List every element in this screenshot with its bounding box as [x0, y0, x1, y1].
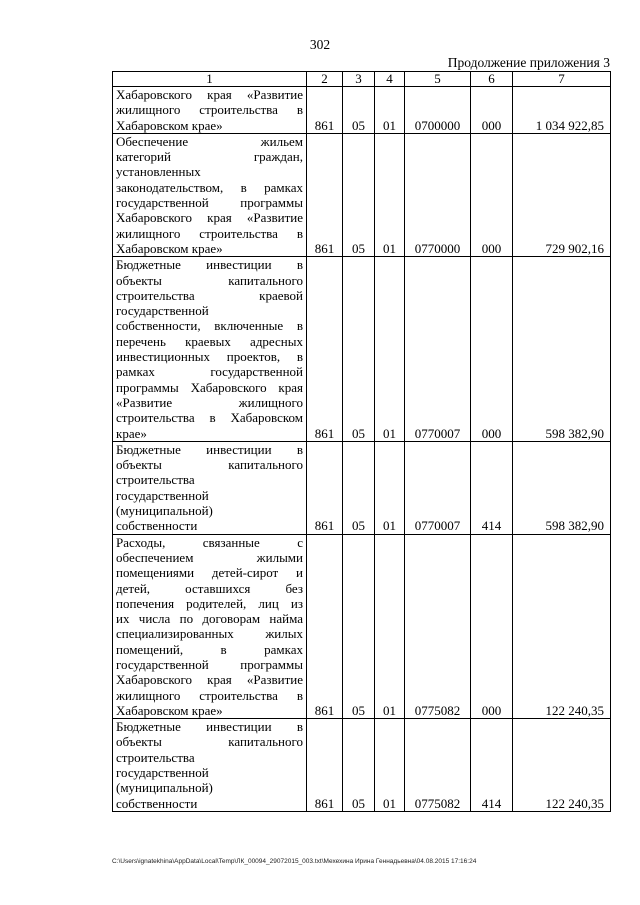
description-line: Бюджетные инвестиции в	[116, 441, 303, 457]
expense-type-cell: 000	[471, 87, 513, 134]
description-line: Хабаровского края «Развитие	[116, 87, 303, 102]
description-line: (муниципальной)	[116, 780, 213, 796]
table-header-row	[113, 72, 611, 87]
description-line: их числа по договорам найма	[116, 611, 303, 627]
description-line: собственности	[116, 795, 198, 811]
subsection-cell: 01	[375, 441, 405, 534]
admin-code-cell: 861	[307, 534, 343, 719]
target-article-cell: 0775082	[405, 534, 471, 719]
target-article-cell: 0770000	[405, 133, 471, 256]
description-line: (муниципальной)	[116, 503, 213, 519]
subsection-cell: 01	[375, 87, 405, 134]
expense-type-cell: 000	[471, 534, 513, 719]
subsection-cell: 01	[375, 719, 405, 812]
amount-cell: 598 382,90	[513, 257, 611, 442]
target-article-cell: 0700000	[405, 87, 471, 134]
expense-type-cell: 000	[471, 133, 513, 256]
admin-code-cell: 861	[307, 719, 343, 812]
table-row	[113, 257, 611, 442]
header-cell: 3	[343, 72, 375, 87]
description-line: установленных	[116, 164, 201, 180]
header-cell: 4	[375, 72, 405, 87]
row-description	[113, 719, 307, 812]
amount-cell: 729 902,16	[513, 133, 611, 256]
description-line: строительства в Хабаровском	[116, 410, 303, 426]
description-line: Бюджетные инвестиции в	[116, 719, 303, 735]
subsection-cell: 01	[375, 534, 405, 719]
section-cell: 05	[343, 719, 375, 812]
description-line: крае»	[116, 425, 147, 441]
description-line: Хабаровском крае»	[116, 117, 223, 133]
header-cell: 6	[471, 72, 513, 87]
description-line: государственной программы	[116, 195, 303, 211]
continuation-label: Продолжение приложения 3	[447, 55, 610, 70]
expense-type-cell: 414	[471, 441, 513, 534]
row-description	[113, 534, 307, 719]
description-line: Расходы, связанные с	[116, 534, 303, 550]
description-line: программы Хабаровского края	[116, 379, 303, 395]
description-line: жилищного строительства в	[116, 687, 303, 703]
description-line: рамках государственной	[116, 364, 303, 380]
expense-type-cell: 000	[471, 257, 513, 442]
header-cell: 1	[113, 72, 307, 87]
description-line: Хабаровском крае»	[116, 702, 223, 718]
section-cell: 05	[343, 534, 375, 719]
amount-cell: 122 240,35	[513, 719, 611, 812]
description-line: жилищного строительства в	[116, 225, 303, 241]
file-path-footer: C:\Users\ignatekhina\AppData\Local\Temp\ЛК_00094_29072015_003.txt\Мехехина Ирина Геннадьевна\04.08.2015 17:16:24	[112, 858, 477, 865]
row-description	[113, 441, 307, 534]
row-description	[113, 257, 307, 442]
page-number: 302	[309, 37, 331, 52]
row-description	[113, 87, 307, 134]
description-line: категорий граждан,	[116, 149, 303, 165]
description-line: законодательством, в рамках	[116, 179, 303, 195]
table-row	[113, 87, 611, 134]
description-line: строительства краевой	[116, 287, 303, 303]
description-line: помещений, в рамках	[116, 641, 303, 657]
description-line: Хабаровского края «Развитие	[116, 672, 303, 688]
expense-type-cell: 414	[471, 719, 513, 812]
admin-code-cell: 861	[307, 133, 343, 256]
description-line: объекты капитального	[116, 734, 303, 750]
table-row	[113, 719, 611, 812]
header-cell: 2	[307, 72, 343, 87]
description-line: помещениями детей-сирот и	[116, 565, 303, 581]
description-line: государственной	[116, 765, 209, 781]
amount-cell: 598 382,90	[513, 441, 611, 534]
target-article-cell: 0770007	[405, 257, 471, 442]
subsection-cell: 01	[375, 133, 405, 256]
description-line: собственности	[116, 518, 198, 534]
description-line: государственной программы	[116, 656, 303, 672]
description-line: специализированных жилых	[116, 626, 303, 642]
target-article-cell: 0775082	[405, 719, 471, 812]
description-line: обеспечением жилыми	[116, 549, 303, 565]
description-line: собственности, включенные в	[116, 318, 303, 334]
description-line: строительства	[116, 749, 195, 765]
description-line: Бюджетные инвестиции в	[116, 257, 303, 273]
header-cell: 7	[513, 72, 611, 87]
header-cell: 5	[405, 72, 471, 87]
amount-cell: 122 240,35	[513, 534, 611, 719]
description-line: попечения родителей, лиц из	[116, 595, 303, 611]
description-line: «Развитие жилищного	[116, 394, 303, 410]
description-line: Хабаровского края «Развитие	[116, 210, 303, 226]
admin-code-cell: 861	[307, 257, 343, 442]
budget-table	[112, 71, 611, 812]
section-cell: 05	[343, 87, 375, 134]
description-line: инвестиционных проектов, в	[116, 349, 303, 365]
description-line: государственной	[116, 303, 209, 319]
description-line: строительства	[116, 472, 195, 488]
section-cell: 05	[343, 441, 375, 534]
description-line: Хабаровском крае»	[116, 240, 223, 256]
table-row	[113, 133, 611, 256]
admin-code-cell: 861	[307, 441, 343, 534]
admin-code-cell: 861	[307, 87, 343, 134]
amount-cell: 1 034 922,85	[513, 87, 611, 134]
table-row	[113, 534, 611, 719]
description-line: Обеспечение жильем	[116, 133, 303, 149]
description-line: объекты капитального	[116, 272, 303, 288]
description-line: перечень краевых адресных	[116, 333, 303, 349]
description-line: государственной	[116, 487, 209, 503]
section-cell: 05	[343, 257, 375, 442]
description-line: детей, оставшихся без	[116, 580, 303, 596]
section-cell: 05	[343, 133, 375, 256]
subsection-cell: 01	[375, 257, 405, 442]
description-line: жилищного строительства в	[116, 102, 303, 118]
table-row	[113, 441, 611, 534]
target-article-cell: 0770007	[405, 441, 471, 534]
description-line: объекты капитального	[116, 457, 303, 473]
row-description	[113, 133, 307, 256]
